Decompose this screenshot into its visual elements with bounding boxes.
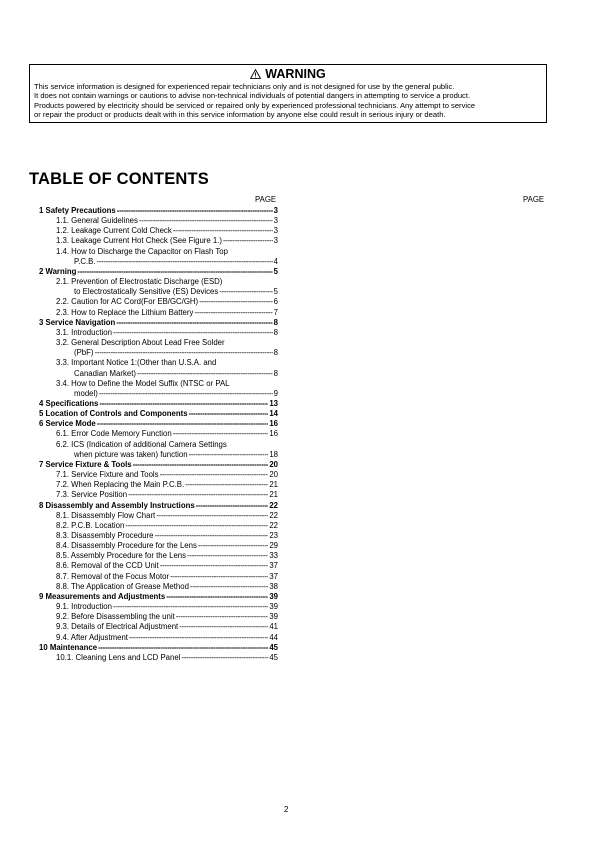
toc-entry-page: 39 (269, 602, 278, 612)
dot-leader (117, 206, 273, 216)
dot-leader (99, 399, 268, 409)
toc-section-entry[interactable] (39, 318, 278, 328)
toc-entry-page: 20 (269, 459, 278, 469)
toc-entry-title: 2.3. How to Replace the Lithium Battery (56, 307, 194, 317)
toc-subsection-entry[interactable] (39, 429, 278, 439)
toc-entry-title: 9.4. After Adjustment (56, 632, 128, 642)
toc-entry-title: 9 Measurements and Adjustments (39, 591, 166, 601)
toc-entry-page: 39 (269, 591, 278, 601)
toc-entry-page: 3 (273, 226, 278, 236)
toc-subsection-entry[interactable] (39, 379, 278, 399)
toc-section-entry[interactable] (39, 643, 278, 653)
toc-entry-page: 44 (269, 632, 278, 642)
toc-subsection-entry[interactable] (39, 602, 278, 612)
dot-leader (155, 531, 269, 541)
toc-entry-page: 41 (269, 622, 278, 632)
toc-entry-page: 14 (269, 409, 278, 419)
dot-leader (189, 450, 269, 460)
toc-subsection-entry[interactable] (39, 480, 278, 490)
dot-leader (223, 236, 273, 246)
toc-entry-title: 10 Maintenance (39, 642, 98, 652)
toc-entry-page: 38 (269, 581, 278, 591)
toc-entry-page: 21 (269, 490, 278, 500)
toc-entry-page: 5 (273, 266, 278, 276)
dot-leader (128, 490, 268, 500)
toc-subsection-entry[interactable] (39, 531, 278, 541)
toc-entry-title-continued: Canadian Market) (74, 368, 136, 378)
toc-entry-page: 22 (269, 520, 278, 530)
toc-entry-title: 7.1. Service Fixture and Tools (56, 470, 159, 480)
toc-entry-title: 7.3. Service Position (56, 490, 128, 500)
dot-leader (185, 480, 268, 490)
dot-leader (160, 561, 269, 571)
toc-subsection-entry[interactable] (39, 612, 278, 622)
toc-entry-page: 20 (269, 470, 278, 480)
dot-leader (139, 216, 273, 226)
toc-entry-title: 8.4. Disassembly Procedure for the Lens (56, 541, 197, 551)
toc-entry-title: 8.7. Removal of the Focus Motor (56, 571, 170, 581)
toc-entry-title: 1.1. General Guidelines (56, 216, 138, 226)
toc-entry-title: 7 Service Fixture & Tools (39, 459, 132, 469)
toc-entry-page: 23 (269, 531, 278, 540)
toc-subsection-entry[interactable] (39, 521, 278, 531)
toc-entry-page: 22 (269, 510, 278, 520)
toc-entry-title: 6 Service Mode (39, 419, 96, 429)
toc-subsection-entry[interactable] (39, 470, 278, 480)
toc-section-entry[interactable] (39, 267, 278, 277)
toc-entry-page: 9 (273, 388, 278, 398)
dot-leader (129, 633, 268, 643)
toc-subsection-entry[interactable] (39, 328, 278, 338)
warning-line: or repair the product or products dealt with in this service information by anyone else could result in serious injury or death. (34, 109, 446, 119)
warning-line: It does not contain warnings or cautions to advise non-technical individuals of potential dangers in attempting to service a product. (34, 91, 471, 101)
toc-heading: TABLE OF CONTENTS (29, 170, 210, 188)
toc-entry-page: 29 (269, 541, 278, 551)
toc-entry-title: 5 Location of Controls and Components (39, 409, 188, 419)
toc-section-entry[interactable] (39, 399, 278, 409)
toc-entry-page: 33 (269, 551, 278, 561)
toc-entry-page: 7 (273, 307, 278, 317)
toc-subsection-entry[interactable] (39, 226, 278, 236)
warning-line: Products powered by electricity should be serviced or repaired only by experienced professional technicians. Any attempt to service (34, 100, 476, 110)
dot-leader (113, 602, 268, 612)
toc-entry-page: 16 (269, 419, 278, 429)
dot-leader (187, 551, 268, 561)
toc-entry-page: 3 (273, 216, 278, 226)
toc-entry-title: 4 Specifications (39, 398, 99, 408)
toc-subsection-entry[interactable] (39, 297, 278, 307)
toc-entry-page: 13 (269, 398, 278, 408)
toc-subsection-entry[interactable] (39, 633, 278, 643)
dot-leader (173, 429, 269, 439)
dot-leader (137, 369, 273, 379)
dot-leader (95, 348, 273, 358)
toc-entry-title: 8.3. Disassembly Procedure (56, 531, 154, 540)
toc-subsection-entry[interactable] (39, 358, 278, 378)
toc-entry-title: 8.6. Removal of the CCD Unit (56, 561, 159, 571)
toc-entry-page: 37 (269, 571, 278, 581)
toc-subsection-entry[interactable] (39, 582, 278, 592)
toc-entry-title-continued: when picture was taken) function (74, 449, 188, 459)
toc-entry-page: 39 (269, 612, 278, 622)
dot-leader (173, 226, 273, 236)
warning-triangle-icon (250, 69, 261, 79)
toc-entry-page: 22 (269, 500, 278, 510)
toc-entry-title: 3 Service Navigation (39, 317, 116, 327)
toc-entry-title: 3.2. General Description About Lead Free Solder (56, 338, 225, 348)
toc-entry-title: 9.3. Details of Electrical Adjustment (56, 622, 179, 632)
toc-section-entry[interactable] (39, 206, 278, 216)
toc-entry-title: 8.1. Disassembly Flow Chart (56, 510, 156, 520)
toc-list (39, 206, 278, 663)
toc-entry-page: 45 (269, 652, 278, 662)
toc-entry-title: 9.2. Before Disassembling the unit (56, 612, 175, 622)
dot-leader (77, 267, 272, 277)
toc-section-entry[interactable] (39, 501, 278, 511)
dot-leader (170, 572, 268, 582)
dot-leader (125, 521, 268, 531)
toc-entry-title: 8.5. Assembly Procedure for the Lens (56, 551, 187, 561)
toc-entry-title: 3.3. Important Notice 1:(Other than U.S.A. and (56, 358, 217, 368)
toc-entry-title: 8.8. The Application of Grease Method (56, 581, 189, 591)
dot-leader (98, 643, 268, 653)
dot-leader (166, 592, 268, 602)
toc-subsection-entry[interactable] (39, 541, 278, 551)
toc-entry-page: 21 (269, 480, 278, 490)
toc-entry-title: 8.2. P.C.B. Location (56, 520, 125, 530)
toc-entry-title: 7.2. When Replacing the Main P.C.B. (56, 480, 185, 490)
dot-leader (133, 460, 269, 470)
dot-leader (156, 511, 268, 521)
toc-entry-page: 8 (273, 327, 278, 337)
toc-entry-title: 1.4. How to Discharge the Capacitor on Flash Top (56, 246, 228, 256)
toc-entry-page: 8 (273, 317, 278, 327)
toc-entry-title: 2.2. Caution for AC Cord(For EB/GC/GH) (56, 297, 199, 307)
toc-entry-page: 16 (269, 429, 278, 439)
toc-section-entry[interactable] (39, 419, 278, 429)
warning-title-text: WARNING (265, 67, 326, 81)
toc-entry-page: 18 (269, 449, 278, 459)
warning-title (34, 67, 542, 81)
toc-entry-title-continued: to Electrostatically Sensitive (ES) Devices (74, 287, 219, 297)
toc-entry-title: 1.3. Leakage Current Hot Check (See Figure 1.) (56, 236, 222, 246)
toc-entry-title-continued: P.C.B. (74, 256, 96, 266)
toc-entry-page: 3 (273, 206, 278, 215)
toc-section-entry[interactable] (39, 460, 278, 470)
toc-entry-title: 9.1. Introduction (56, 602, 112, 612)
page-column-label-left: PAGE (255, 195, 277, 204)
toc-entry-page: 37 (269, 561, 278, 571)
dot-leader (190, 582, 268, 592)
toc-entry-page: 3 (273, 236, 278, 246)
dot-leader (198, 541, 268, 551)
dot-leader (99, 389, 273, 399)
dot-leader (176, 612, 269, 622)
page-column-label-right: PAGE (523, 195, 545, 204)
toc-subsection-entry[interactable] (39, 277, 278, 297)
toc-section-entry[interactable] (39, 409, 278, 419)
warning-box (29, 64, 547, 123)
toc-entry-page: 8 (273, 348, 278, 358)
dot-leader (199, 297, 273, 307)
toc-subsection-entry[interactable] (39, 440, 278, 460)
toc-subsection-entry[interactable] (39, 572, 278, 582)
toc-entry-page: 4 (273, 256, 278, 266)
toc-entry-title: 1 Safety Precautions (39, 206, 116, 215)
dot-leader (194, 308, 272, 318)
toc-entry-page: 45 (269, 642, 278, 652)
toc-subsection-entry[interactable] (39, 653, 278, 663)
toc-entry-page: 5 (273, 287, 278, 297)
toc-entry-page: 6 (273, 297, 278, 307)
toc-entry-title-continued: model) (74, 388, 98, 398)
toc-entry-title: 1.2. Leakage Current Cold Check (56, 226, 172, 236)
toc-entry-title: 8 Disassembly and Assembly Instructions (39, 500, 195, 510)
toc-entry-title: 3.1. Introduction (56, 327, 112, 337)
warning-line: This service information is designed for experienced repair technicians only and is not designed for use by the general public. (34, 82, 455, 91)
toc-entry-title: 2.1. Prevention of Electrostatic Discharge (ESD) (56, 277, 223, 287)
dot-leader (113, 328, 273, 338)
toc-subsection-entry[interactable] (39, 216, 278, 226)
toc-subsection-entry[interactable] (39, 551, 278, 561)
toc-entry-title: 6.1. Error Code Memory Function (56, 429, 172, 439)
dot-leader (116, 318, 272, 328)
toc-subsection-entry[interactable] (39, 247, 278, 267)
toc-subsection-entry[interactable] (39, 511, 278, 521)
dot-leader (219, 287, 272, 297)
toc-entry-title: 6.2. ICS (Indication of additional Camera Settings (56, 439, 227, 449)
toc-subsection-entry[interactable] (39, 236, 278, 246)
toc-subsection-entry[interactable] (39, 622, 278, 632)
toc-subsection-entry[interactable] (39, 490, 278, 500)
dot-leader (181, 653, 268, 663)
toc-entry-title: 10.1. Cleaning Lens and LCD Panel (56, 652, 181, 662)
toc-entry-title-continued: (PbF) (74, 348, 94, 358)
toc-entry-title: 3.4. How to Define the Model Suffix (NTSC or PAL (56, 378, 230, 388)
page-number: 2 (284, 805, 289, 814)
dot-leader (97, 419, 269, 429)
toc-subsection-entry[interactable] (39, 561, 278, 571)
dot-leader (189, 409, 269, 419)
toc-subsection-entry[interactable] (39, 308, 278, 318)
dot-leader (196, 501, 269, 511)
toc-section-entry[interactable] (39, 592, 278, 602)
toc-subsection-entry[interactable] (39, 338, 278, 358)
dot-leader (97, 257, 273, 267)
toc-entry-title: 2 Warning (39, 266, 77, 276)
toc-entry-page: 8 (273, 368, 278, 378)
dot-leader (179, 622, 268, 632)
dot-leader (160, 470, 269, 480)
